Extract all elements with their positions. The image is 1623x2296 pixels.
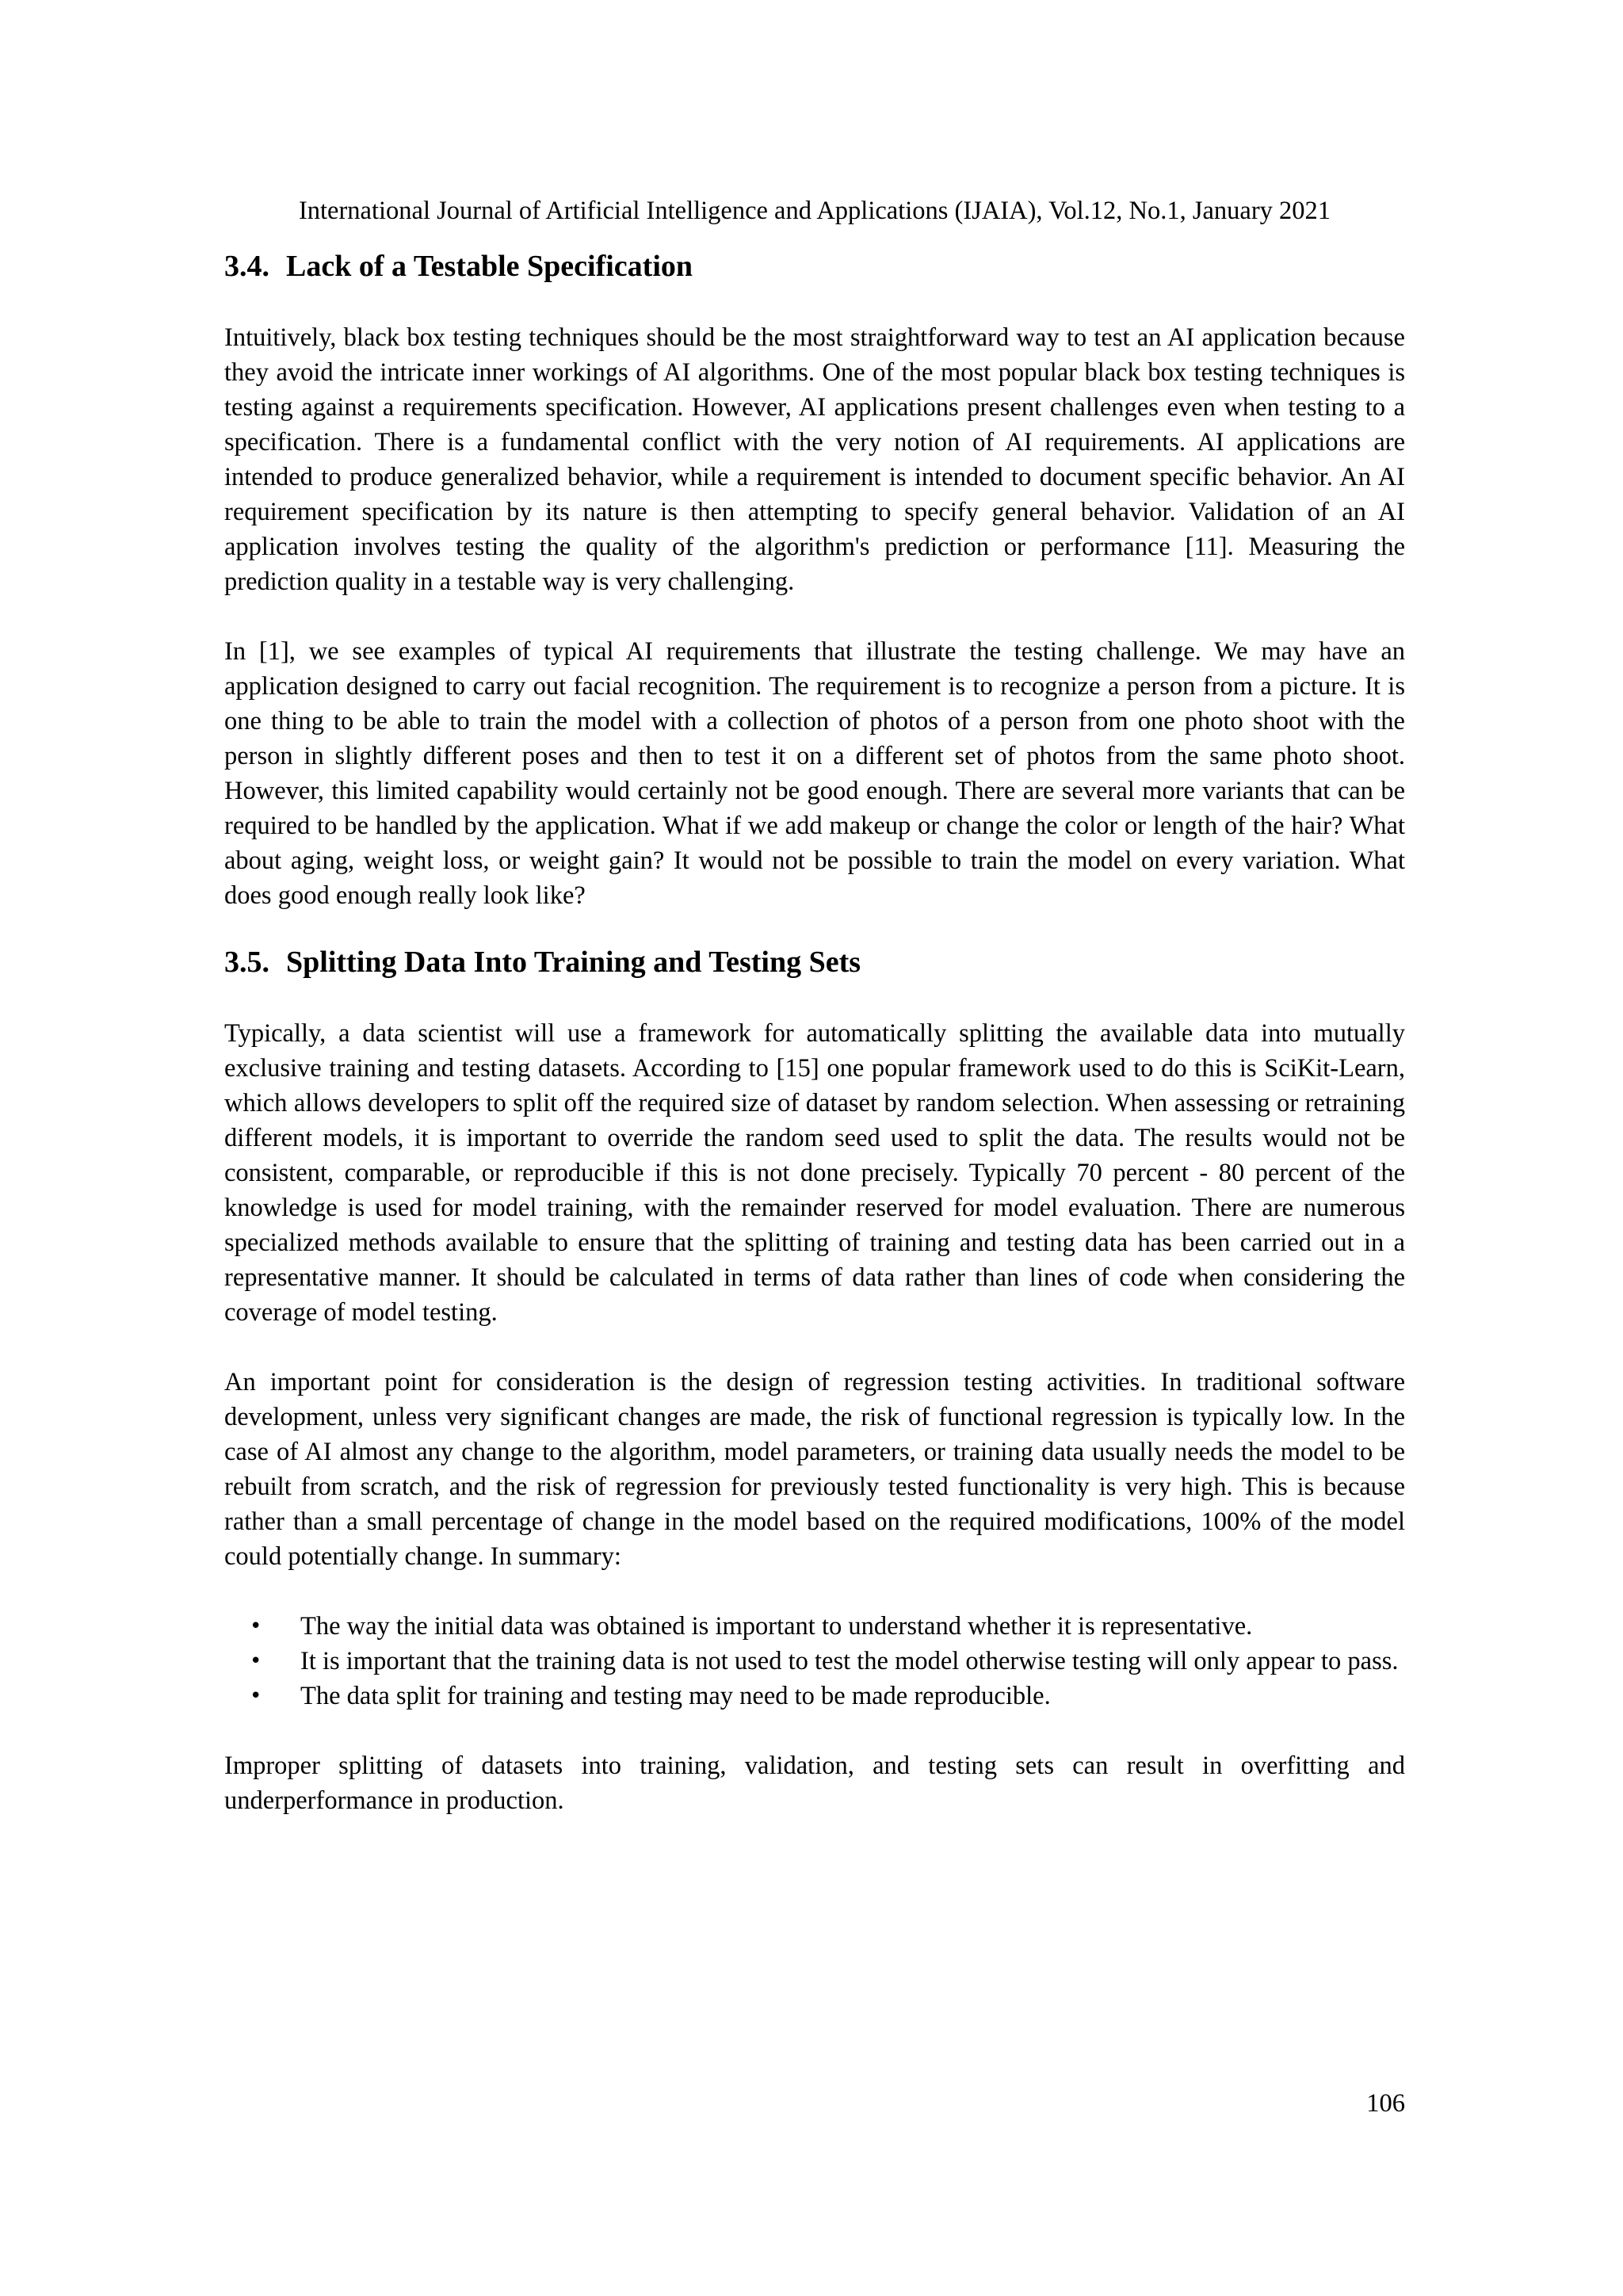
list-item [224, 1644, 1405, 1679]
section-title: Splitting Data Into Training and Testing Sets [286, 946, 861, 979]
bullet-icon: • [250, 1649, 262, 1673]
list-item-text: The way the initial data was obtained is important to understand whether it is representative. [300, 1612, 1253, 1641]
paragraph: Typically, a data scientist will use a framework for automatically splitting the available data into mutually exclusive training and testing datasets. According to [15] one popular framework used to do this is SciKit-Learn, which allows developers to split off the required size of dataset by random selection. When assessing or retraining different models, it is important to override the random seed used to split the data. The results would not be consistent, comparable, or reproducible if this is not done precisely. Typically 70 percent - 80 percent of the knowledge is used for model training, with the remainder reserved for model evaluation. There are numerous specialized methods available to ensure that the splitting of training and testing data has been carried out in a representative manner. It should be calculated in terms of data rather than lines of code when considering the coverage of model testing. [224, 1019, 1405, 1327]
summary-bullet-list [224, 1609, 1405, 1713]
paragraph: Improper splitting of datasets into training, validation, and testing sets can result in overfitting and underperformance in production. [224, 1752, 1405, 1815]
section-number: 3.4. [224, 250, 269, 283]
section-title: Lack of a Testable Specification [286, 250, 693, 283]
paragraph: An important point for consideration is the design of regression testing activities. In traditional software development, unless very significant changes are made, the risk of functional regression is typically low. In the case of AI almost any change to the algorithm, model parameters, or training data usually needs the model to be rebuilt from scratch, and the risk of regression for previously tested functionality is very high. This is because rather than a small percentage of change in the model based on the required modifications, 100% of the model could potentially change. In summary: [224, 1368, 1405, 1571]
section-number: 3.5. [224, 946, 269, 979]
list-item-text: The data split for training and testing may need to be made reproducible. [300, 1682, 1051, 1710]
bullet-icon: • [250, 1684, 262, 1708]
list-item [224, 1609, 1405, 1644]
paragraph: In [1], we see examples of typical AI requirements that illustrate the testing challenge. We may have an application designed to carry out facial recognition. The requirement is to recognize a person from a picture. It is one thing to be able to train the model with a collection of photos of a person from one photo shoot with the person in slightly different poses and then to test it on a different set of photos from the same photo shoot. However, this limited capability would certainly not be good enough. There are several more variants that can be required to be handled by the application. What if we add makeup or change the color or length of the hair? What about aging, weight loss, or weight gain? It would not be possible to train the model on every variation. What does good enough really look like? [224, 637, 1405, 910]
running-header: International Journal of Artificial Intelligence and Applications (IJAIA), Vol.12, No.1, January 2021 [298, 197, 1331, 225]
list-item-text: It is important that the training data is not used to test the model otherwise testing will only appear to pass. [300, 1647, 1399, 1675]
list-item [224, 1679, 1405, 1713]
section-heading-3-4 [224, 244, 1405, 288]
page-number: 106 [1366, 2089, 1405, 2118]
section-heading-3-5 [224, 940, 1405, 984]
bullet-icon: • [250, 1614, 262, 1638]
paragraph: Intuitively, black box testing techniques should be the most straightforward way to test an AI application because they avoid the intricate inner workings of AI algorithms. One of the most popular black box testing techniques is testing against a requirements specification. However, AI applications present challenges even when testing to a specification. There is a fundamental conflict with the very notion of AI requirements. AI applications are intended to produce generalized behavior, while a requirement is intended to document specific behavior. An AI requirement specification by its nature is then attempting to specify general behavior. Validation of an AI application involves testing the quality of the algorithm's prediction or performance [11]. Measuring the prediction quality in a testable way is very challenging. [224, 323, 1405, 596]
page-body [224, 244, 1405, 1818]
